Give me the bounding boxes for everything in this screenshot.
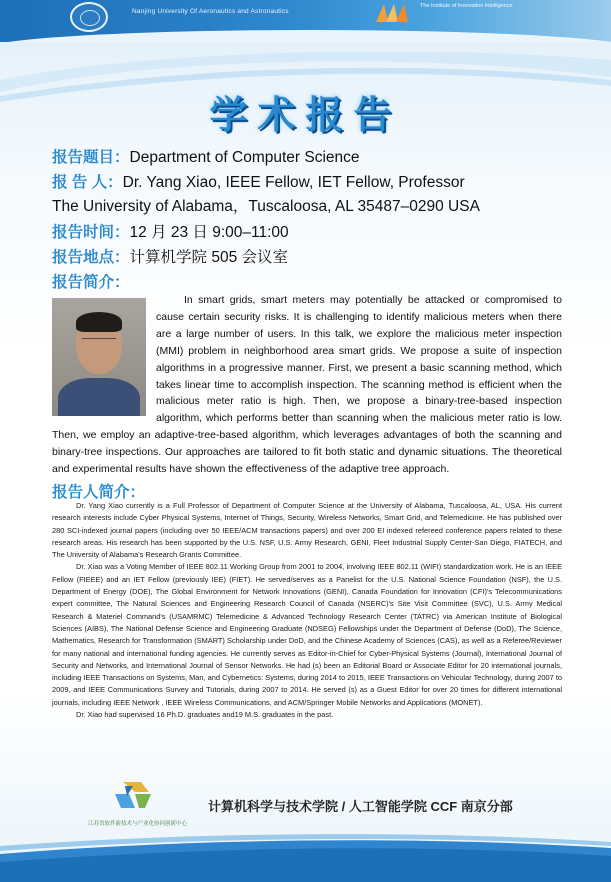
speaker-affiliation-value: The University of Alabama，Tuscaloosa, AL 35487–0290 USA [52, 198, 480, 215]
topic-label: 报告题目： [52, 149, 130, 166]
speaker-bio [52, 500, 562, 721]
bio-paragraph: Dr. Yang Xiao currently is a Full Professor of Department of Computer Science at the University of Alabama, Tuscaloosa, AL, USA. His current research interests include Cyber Physical Systems, Internet of Things, Security, Wireless Networks, Smart Grid, and Telemedicine. He has published over 280 SCI-indexed journal papers (including over 50 IEEE/ACM transactions papers) and over 200 EI indexed refereed conference papers related to these research areas. His research has been supported by the U.S. NSF, U.S. Army Research, GENI, Fleet Industrial Supply Center-San Diego, FIATECH, and The University of Alabama's Research Grants Committee. [52, 501, 562, 560]
bio-paragraph: Dr. Xiao had supervised 16 Ph.D. graduates and19 M.S. graduates in the past. [76, 710, 334, 720]
time-label: 报告时间： [52, 224, 130, 241]
abstract-text [52, 292, 562, 478]
topic-value: Department of Computer Science [129, 149, 360, 166]
place-label: 报告地点： [52, 249, 130, 266]
bottom-decoration [0, 832, 611, 882]
place-value: 计算机学院 505 会议室 [129, 249, 288, 266]
university-seal-logo [70, 2, 108, 32]
speaker-value: Dr. Yang Xiao, IEEE Fellow, IET Fellow, Professor [122, 174, 465, 191]
speaker-affiliation [52, 194, 480, 216]
collaborative-center-logo [105, 778, 161, 816]
university-name: Nanjing University Of Aeronautics and Astronautics [132, 8, 289, 15]
time-value: 12 月 23 日 9:00–11:00 [129, 224, 289, 241]
time-line [52, 220, 289, 242]
bio-paragraph: Dr. Xiao was a Voting Member of IEEE 802.11 Working Group from 2001 to 2004, involving IEEE 802.11 (WIFI) standardization work. He is an IEEE Fellow (FIEEE) and an IET Fellow (previously IEE) (FIET). He served/serves as a Panelist for the U.S. National Science Foundation (NSF), the U.S. Department of Energy (DOE), The Global Environment for Network Innovations (GENI), Canada Foundation for Innovation (CFI)'s Telecommunications expert committee, The Natural Sciences and Engineering Research Council of Canada (NSERC)'s Site Visit Committee (SVC), U.S. Army Medical Research & Materiel Command's (USAMRMC) Telemedicine & Advanced Technology Research Center (TATRC) via American Institute of Biological Sciences (AIBS), The National Defense Science and Engineering Graduate (NDSEG) Fellowships under the Department of Defense (DoD), The Science, Mathematics, Research for Transformation (SMART) Scholarship under DoD, and the Chinese Academy of Sciences (CAS), as well as a Referee/Reviewer for many national and international funding agencies. He currently serves as Editor-in-Chief for Cyber-Physical Systems (Journal), International Journal of Security and Networks, and International Journal of Sensor Networks. He had (s) been an Editorial Board or Associate Editor for 20 international journals, including IEEE Transactions on Systems, Man, and Cybernetics: Systems, during 2014 to 2015, IEEE Transactions on Vehicular Technology, during 2007 to 2009, and IEEE Communications Survey and Tutorials, during 2007 to 2014. He served (s) as a Guest Editor for over 20 times for different international journals, including IEEE Network , IEEE Wireless Communications, and ACM/Springer Mobile Networks and Applications (MONET). [52, 562, 562, 707]
abstract-heading: 报告简介： [52, 274, 130, 291]
bio-heading: 报告人简介： [52, 484, 146, 501]
logo-caption: 江苏省软件新技术与产业化协同创新中心 [88, 821, 188, 827]
page-title: 学术报告 [209, 92, 402, 137]
lab-name: The Institute of Innovation Intelligence [420, 3, 513, 9]
abstract-body: In smart grids, smart meters may potentially be attacked or compromised to cause certain security risks. It is challenging to identify malicious meters when there are a large number of users. In this talk, we explore the malicious meter inspection (MMI) problem in neighborhood area smart grids. We propose a suite of inspection algorithms in a progressive manner. First, we present a basic scanning method, which takes linear time to accomplish inspection. The scanning method is efficient when the malicious meter ratio is high. Then, we propose a binary-tree-based inspection algorithm, which performs better than scanning when the malicious meter ratio is low. Then, we employ an adaptive-tree-based algorithm, which leverages advantages of both the scanning and binary-tree inspections. Our approaches are tailored to fit both static and dynamic situations. The theoretical and experimental results have shown the effectiveness of the adaptive tree approach. [52, 294, 562, 476]
lab-logo [372, 0, 416, 24]
speaker-line [52, 170, 465, 192]
place-line [52, 245, 288, 267]
topic-line [52, 145, 360, 167]
header-banner [0, 0, 611, 42]
speaker-label: 报 告 人： [52, 174, 123, 191]
organizers: 计算机科学与技术学院 / 人工智能学院 CCF 南京分部 [208, 799, 513, 814]
